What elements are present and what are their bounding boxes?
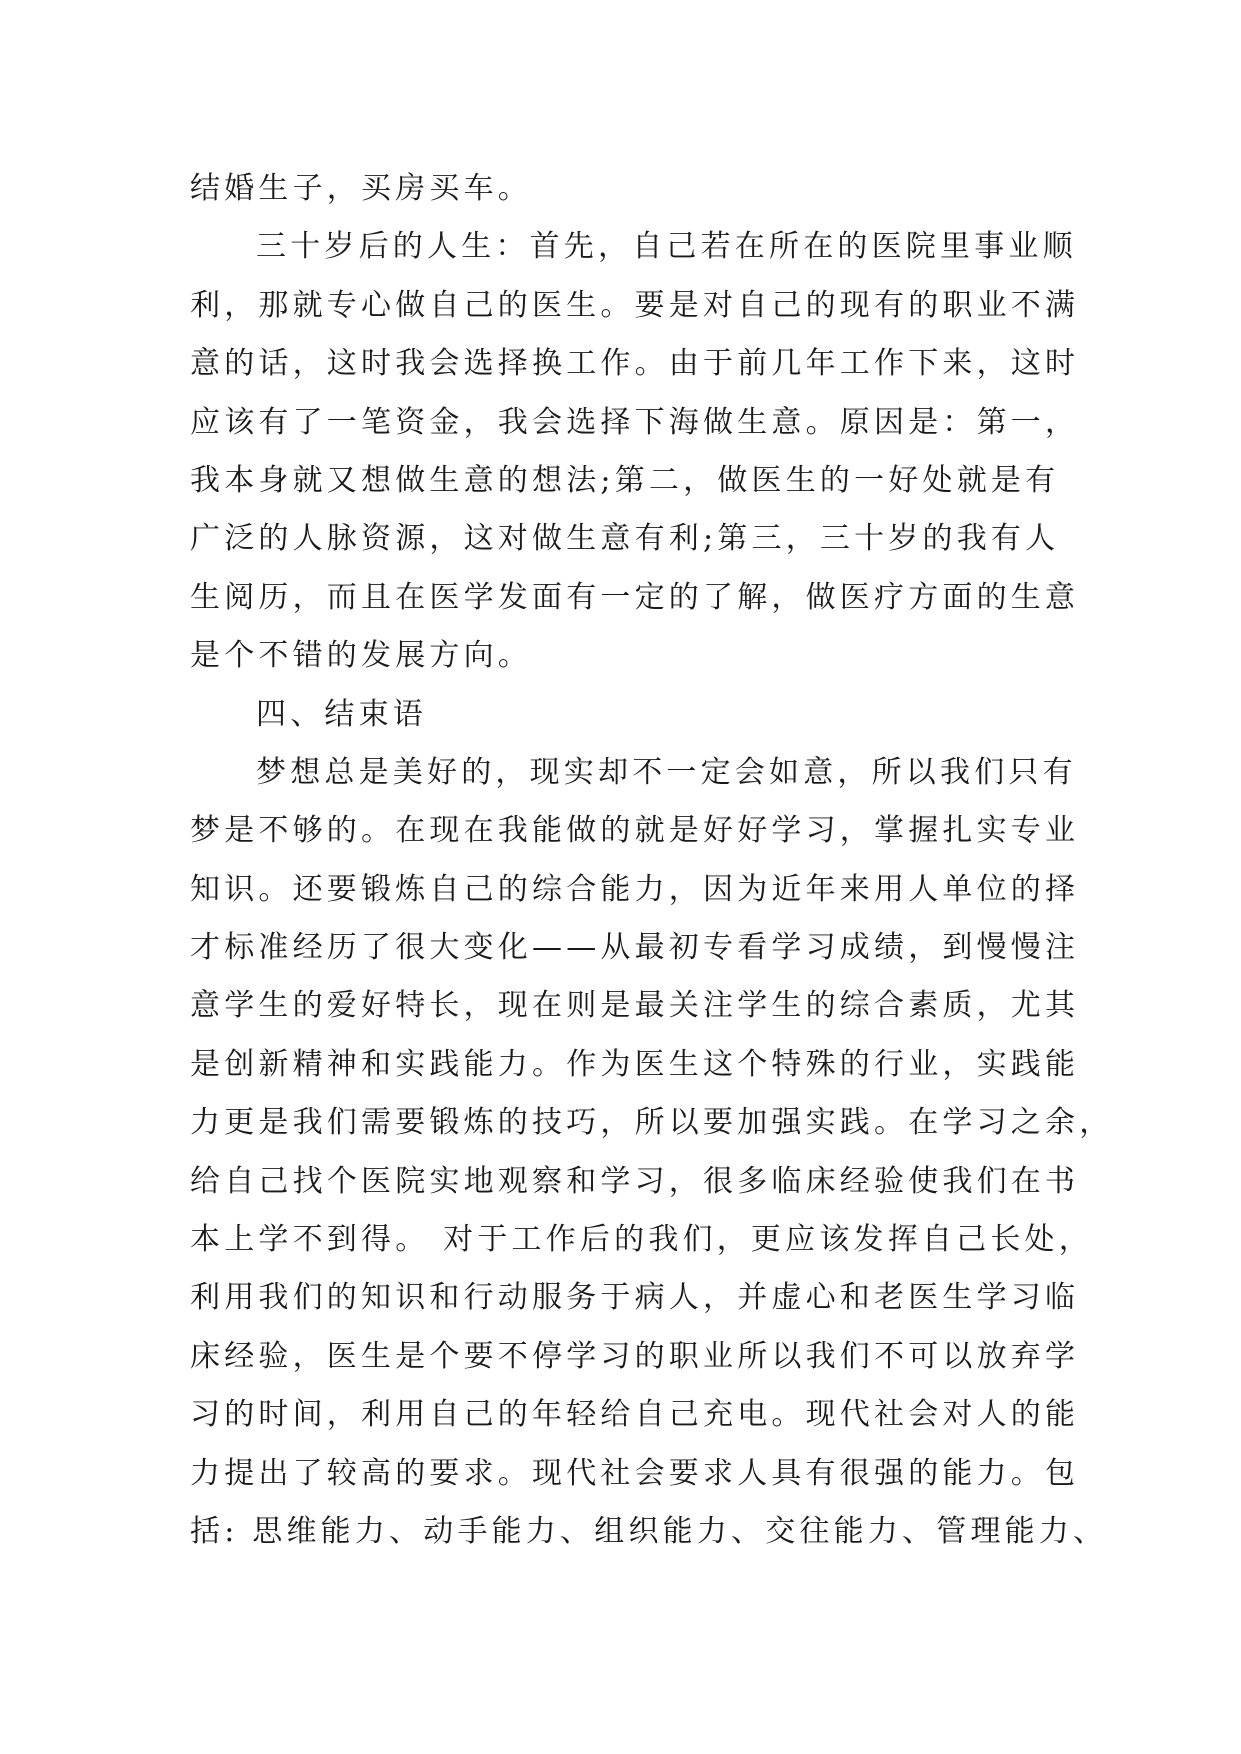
- text-line: 应该有了一笔资金，我会选择下海做生意。原因是：第一，: [190, 404, 1080, 440]
- text-line: 梦想总是美好的，现实却不一定会如意，所以我们只有: [256, 754, 1077, 790]
- text-line: 床经验，医生是个要不停学习的职业所以我们不可以放弃学: [190, 1338, 1080, 1374]
- text-line: 我本身就又想做生意的想法;第二，做医生的一好处就是有: [190, 462, 1060, 498]
- text-line: 结婚生子，买房买车。: [190, 171, 532, 206]
- text-line: 是个不错的发展方向。: [190, 638, 532, 674]
- text-line: 给自己找个医院实地观察和学习，很多临床经验使我们在书: [190, 1163, 1080, 1199]
- text-line: 利，那就专心做自己的医生。要是对自己的现有的职业不满: [190, 287, 1080, 323]
- text-line: 习的时间，利用自己的年轻给自己充电。现代社会对人的能: [190, 1397, 1080, 1433]
- text-line: 括: 思维能力、动手能力、组织能力、交往能力、管理能力、: [190, 1513, 1108, 1549]
- text-line: 梦是不够的。在现在我能做的就是好好学习，掌握扎实专业: [190, 813, 1080, 849]
- text-line: 力更是我们需要锻炼的技巧，所以要加强实践。在学习之余，: [190, 1105, 1114, 1141]
- text-line: 知识。还要锻炼自己的综合能力，因为近年来用人单位的择: [190, 871, 1080, 907]
- text-line: 生阅历，而且在医学发面有一定的了解，做医疗方面的生意: [190, 579, 1080, 615]
- text-line: 广泛的人脉资源，这对做生意有利;第三，三十岁的我有人: [190, 521, 1060, 557]
- text-line: 本上学不到得。 对于工作后的我们，更应该发挥自己长处，: [190, 1222, 1093, 1258]
- text-line: 是创新精神和实践能力。作为医生这个特殊的行业，实践能: [190, 1046, 1080, 1082]
- section-heading: 四、结束语: [256, 696, 427, 732]
- text-line: 意的话，这时我会选择换工作。由于前几年工作下来，这时: [190, 346, 1080, 382]
- text-line: 利用我们的知识和行动服务于病人，并虚心和老医生学习临: [190, 1280, 1080, 1316]
- text-line: 意学生的爱好特长，现在则是最关注学生的综合素质，尤其: [190, 988, 1080, 1024]
- text-line: 才标准经历了很大变化——从最初专看学习成绩，到慢慢注: [190, 930, 1080, 966]
- text-line: 力提出了较高的要求。现代社会要求人具有很强的能力。包: [190, 1455, 1080, 1491]
- body-text: [190, 160, 1114, 1561]
- text-line: 三十岁后的人生：首先，自己若在所在的医院里事业顺: [256, 229, 1077, 265]
